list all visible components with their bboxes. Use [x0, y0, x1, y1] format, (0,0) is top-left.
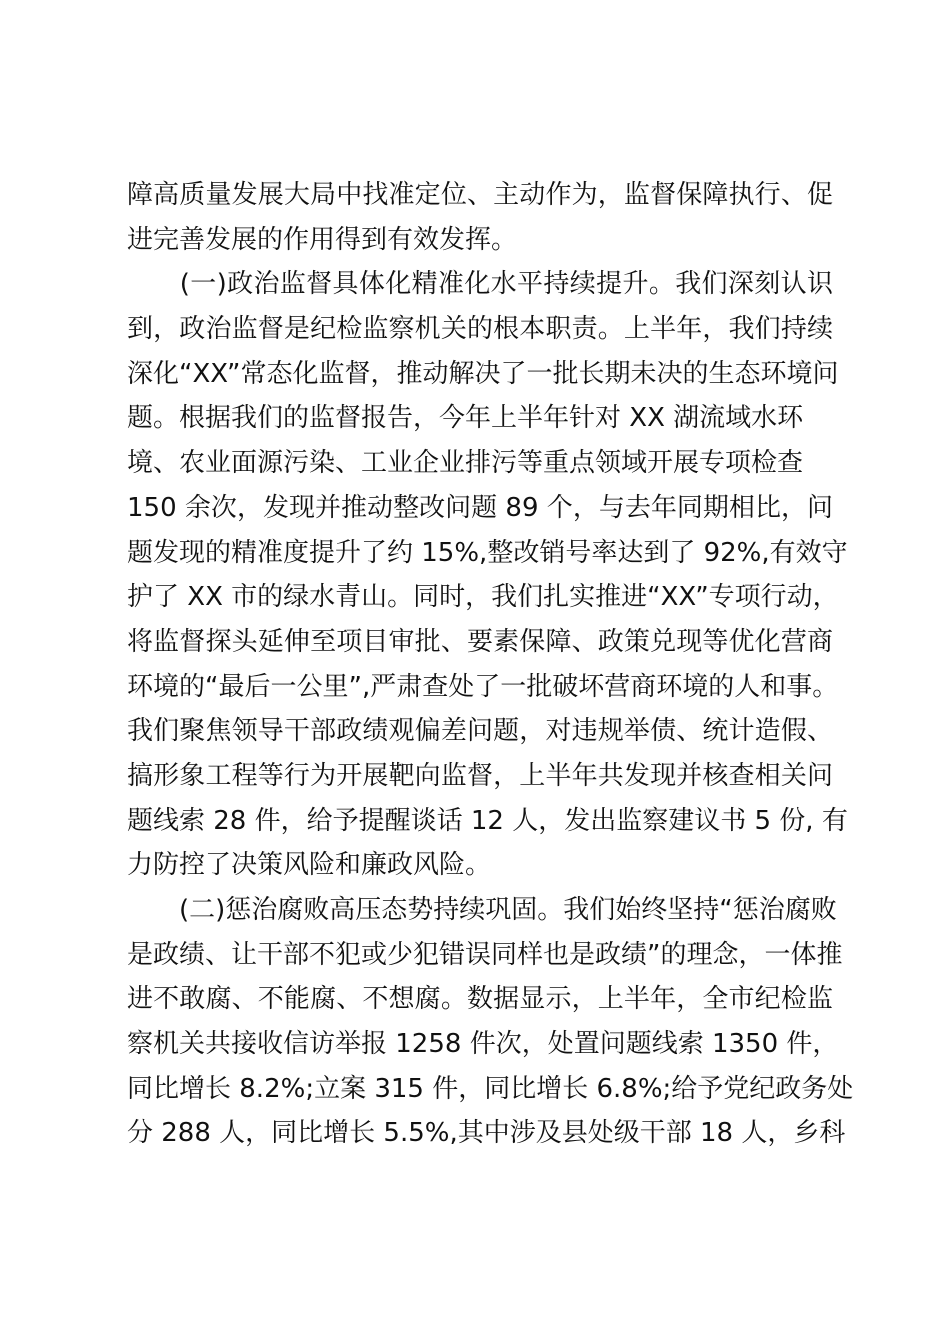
text-line: 分 288 人，同比增长 5.5%,其中涉及县处级干部 18 人，乡科	[127, 1118, 846, 1149]
text-line: 护了 XX 市的绿水青山。同时，我们扎实推进“XX”专项行动，	[127, 582, 839, 613]
text-line: 力防控了决策风险和廉政风险。	[127, 850, 492, 881]
text-line: 150 余次，发现并推动整改问题 89 个，与去年同期相比，问	[127, 492, 833, 523]
section-heading-line: (二)惩治腐败高压态势持续巩固。我们始终坚持“惩治腐败	[127, 895, 837, 925]
text-line: 进不敢腐、不能腐、不想腐。数据显示，上半年，全市纪检监	[127, 984, 833, 1015]
text-line: 到，政治监督是纪检监察机关的根本职责。上半年，我们持续	[127, 314, 833, 345]
text-line: 境、农业面源污染、工业企业排污等重点领域开展专项检查	[127, 448, 804, 479]
text-line: 同比增长 8.2%;立案 315 件，同比增长 6.8%;给予党纪政务处	[127, 1073, 854, 1104]
text-line: 将监督探头延伸至项目审批、要素保障、政策兑现等优化营商	[127, 626, 833, 657]
text-line: 深化“XX”常态化监督，推动解决了一批长期未决的生态环境问	[127, 358, 839, 389]
text-line: 障高质量发展大局中找准定位、主动作为，监督保障执行、促	[127, 180, 833, 210]
text-line: 是政绩、让干部不犯或少犯错误同样也是政绩”的理念，一体推	[127, 939, 843, 970]
text-line: 环境的“最后一公里”,严肃查处了一批破坏营商环境的人和事。	[127, 671, 839, 702]
text-line: 我们聚焦领导干部政绩观偏差问题，对违规举债、统计造假、	[127, 716, 833, 747]
text-line: 进完善发展的作用得到有效发挥。	[127, 224, 518, 255]
text-line: 察机关共接收信访举报 1258 件次，处置问题线索 1350 件，	[127, 1029, 839, 1060]
section-heading-line: (一)政治监督具体化精准化水平持续提升。我们深刻认识	[127, 269, 833, 300]
text-line: 题。根据我们的监督报告，今年上半年针对 XX 湖流域水环	[127, 403, 804, 434]
document-body	[127, 173, 854, 1156]
text-line: 搞形象工程等行为开展靶向监督，上半年共发现并核查相关问	[127, 760, 833, 791]
text-line: 题线索 28 件，给予提醒谈话 12 人，发出监察建议书 5 份, 有	[127, 805, 848, 836]
text-line: 题发现的精准度提升了约 15%,整改销号率达到了 92%,有效守	[127, 537, 848, 568]
